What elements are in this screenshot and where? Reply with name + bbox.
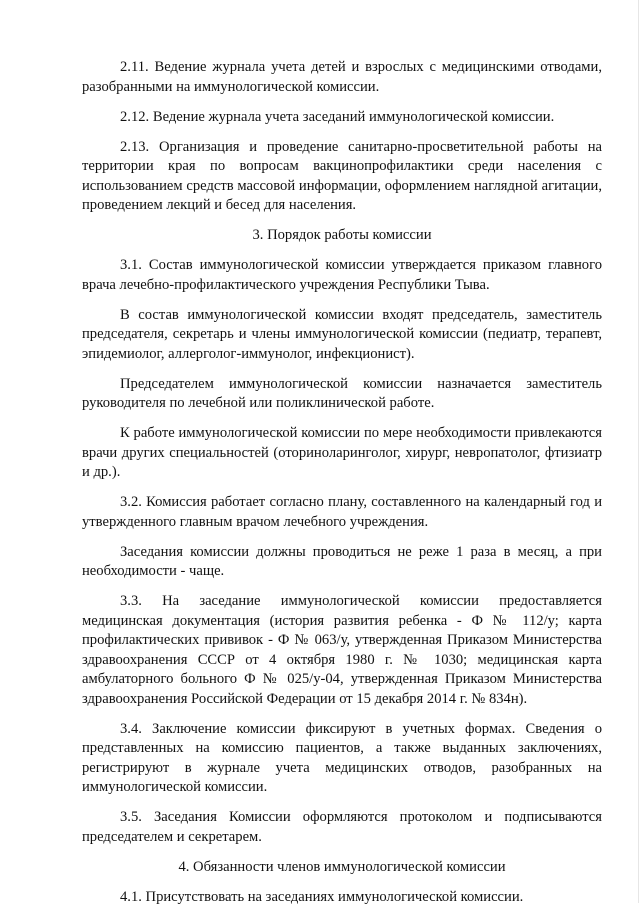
paragraph-3-5: 3.5. Заседания Комиссии оформляются протоколом и подписываются председателем и секретарем. xyxy=(82,809,602,845)
paragraph-2-13: 2.13. Организация и проведение санитарно-просветительной работы на территории края по вопросам вакцинопрофилактики среди населения с использованием средств массовой информации, оформлением наглядной агитации, проведением лекций и бесед для населения. xyxy=(82,138,602,213)
document-page xyxy=(82,58,602,918)
paragraph-composition: В состав иммунологической комиссии входят председатель, заместитель председателя, секретарь и члены иммунологической комиссии (педиатр, терапевт, эпидемиолог, аллерголог-иммунолог, инфекционист). xyxy=(82,306,602,362)
paragraph-3-2: 3.2. Комиссия работает согласно плану, составленного на календарный год и утвержденного главным врачом лечебного учреждения. xyxy=(82,494,602,530)
paragraph-3-4: 3.4. Заключение комиссии фиксируют в учетных формах. Сведения о представленных на комиссию пациентов, а также выданных заключениях, регистрируют в журнале учета медицинских отводов, разобранных на иммунологической комиссии. xyxy=(82,720,602,795)
paragraph-3-3: 3.3. На заседание иммунологической комиссии предоставляется медицинская документация (история развития ребенка - Ф № 112/у; карта профилактических прививок - Ф № 063/у, утвержденная Приказом Министерства здравоохранения СССР от 4 октября 1980 г. № 1030; медицинская карта амбулаторного больного Ф № 025/у-04, утвержденная Приказом Министерства здравоохранения Российской Федерации от 15 декабря 2014 г. № 834н). xyxy=(82,593,602,707)
paragraph-3-1: 3.1. Состав иммунологической комиссии утверждается приказом главного врача лечебно-профилактического учреждения Республики Тыва. xyxy=(82,257,602,293)
paragraph-specialists: К работе иммунологической комиссии по мере необходимости привлекаются врачи других специальностей (оториноларинголог, хирург, невропатолог, фтизиатр и др.). xyxy=(82,425,602,480)
section-heading-3: 3. Порядок работы комиссии xyxy=(252,227,432,243)
paragraph-meetings: Заседания комиссии должны проводиться не реже 1 раза в месяц, а при необходимости - чаще. xyxy=(82,543,602,579)
section-heading-4: 4. Обязанности членов иммунологической комиссии xyxy=(178,858,506,875)
paragraph-2-12: 2.12. Ведение журнала учета заседаний иммунологической комиссии. xyxy=(120,108,555,125)
paragraph-2-11: 2.11. Ведение журнала учета детей и взрослых с медицинскими отводами, разобранными на иммунологической комиссии. xyxy=(82,59,602,95)
paragraph-4-1: 4.1. Присутствовать на заседаниях иммунологической комиссии. xyxy=(120,888,524,905)
paragraph-chairman: Председателем иммунологической комиссии назначается заместитель руководителя по лечебной или поликлинической работе. xyxy=(82,375,602,411)
